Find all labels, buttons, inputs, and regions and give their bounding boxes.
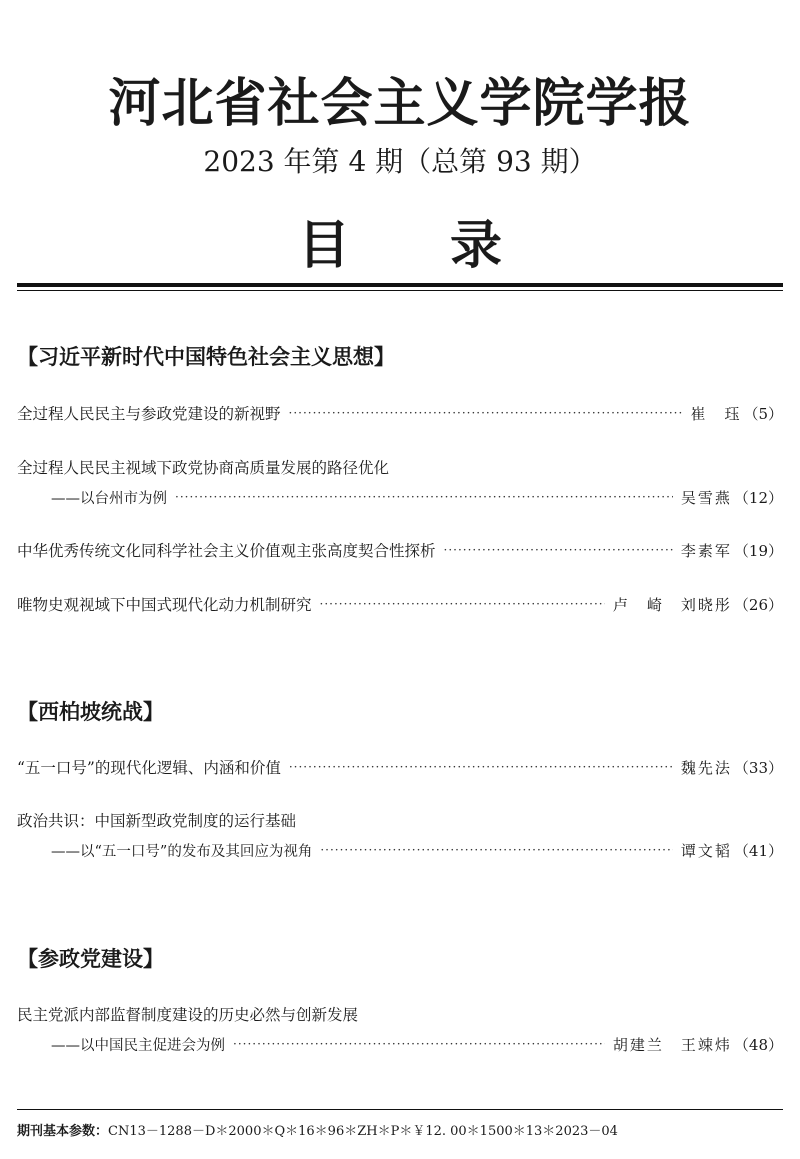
journal-parameters (17, 1120, 618, 1139)
footer-params: CN13－1288－D＊2000＊Q＊16＊96＊ZH＊P＊￥12. 00＊1500＊13＊2023－04 (108, 1124, 618, 1139)
header-rule-thick (17, 283, 783, 287)
entry-page: （19） (733, 541, 783, 560)
footer-rule (17, 1109, 783, 1110)
entry-title: 全过程人民民主与参政党建设的新视野 (17, 405, 281, 423)
entry-subtitle: ——以台州市为例 (51, 490, 167, 507)
toc-entry-title-line[interactable] (17, 807, 783, 833)
entry-subtitle: ——以中国民主促进会为例 (51, 1037, 225, 1054)
entry-page: （5） (743, 404, 783, 423)
entry-authors: 崔 珏 (690, 404, 742, 423)
toc-entry[interactable] (17, 1031, 783, 1057)
toc-entry[interactable] (17, 537, 783, 563)
toc-title: 目录 (297, 216, 602, 276)
entry-title: 政治共识：中国新型政党制度的运行基础 (17, 812, 297, 830)
entry-subtitle: ——以“五一口号”的发布及其回应为视角 (51, 843, 313, 860)
dot-leader (289, 406, 683, 420)
entry-authors: 魏先法 (680, 758, 732, 777)
entry-page: （33） (733, 758, 783, 777)
section-heading: 【习近平新时代中国特色社会主义思想】 (17, 345, 395, 369)
section-heading: 【西柏坡统战】 (17, 700, 164, 724)
issue-line: 2023 年第 4 期（总第 93 期） (203, 145, 597, 178)
section-heading: 【参政党建设】 (17, 947, 164, 971)
entry-page: （12） (733, 488, 783, 507)
entry-page: （41） (733, 841, 783, 860)
entry-authors: 谭文韬 (680, 841, 732, 860)
header-rule-thin (17, 290, 783, 291)
entry-page: （48） (733, 1035, 783, 1054)
dot-leader (289, 760, 673, 774)
entry-title: 全过程人民民主视域下政党协商高质量发展的路径优化 (17, 459, 390, 477)
toc-entry[interactable] (17, 837, 783, 863)
entry-authors: 李素军 (680, 541, 732, 560)
toc-entry-title-line[interactable] (17, 454, 783, 480)
toc-entry[interactable] (17, 484, 783, 510)
entry-authors: 卢 崎 刘晓彤 (612, 595, 732, 614)
dot-leader (320, 597, 605, 611)
toc-entry[interactable] (17, 400, 783, 426)
dot-leader (233, 1037, 605, 1051)
entry-authors: 胡建兰 王竦炜 (612, 1035, 732, 1054)
journal-title: 河北省社会主义学院学报 (108, 74, 692, 134)
dot-leader (444, 543, 673, 557)
toc-entry-title-line[interactable] (17, 1001, 783, 1027)
entry-title: 中华优秀传统文化同科学社会主义价值观主张高度契合性探析 (17, 542, 436, 560)
entry-title: 民主党派内部监督制度建设的历史必然与创新发展 (17, 1006, 359, 1024)
entry-title: “五一口号”的现代化逻辑、内涵和价值 (17, 759, 281, 777)
footer-label: 期刊基本参数： (17, 1124, 109, 1139)
toc-entry[interactable] (17, 591, 783, 617)
dot-leader (320, 843, 673, 857)
entry-authors: 吴雪燕 (680, 488, 732, 507)
toc-entry[interactable] (17, 754, 783, 780)
entry-page: （26） (733, 595, 783, 614)
entry-title: 唯物史观视域下中国式现代化动力机制研究 (17, 596, 312, 614)
dot-leader (175, 490, 673, 504)
